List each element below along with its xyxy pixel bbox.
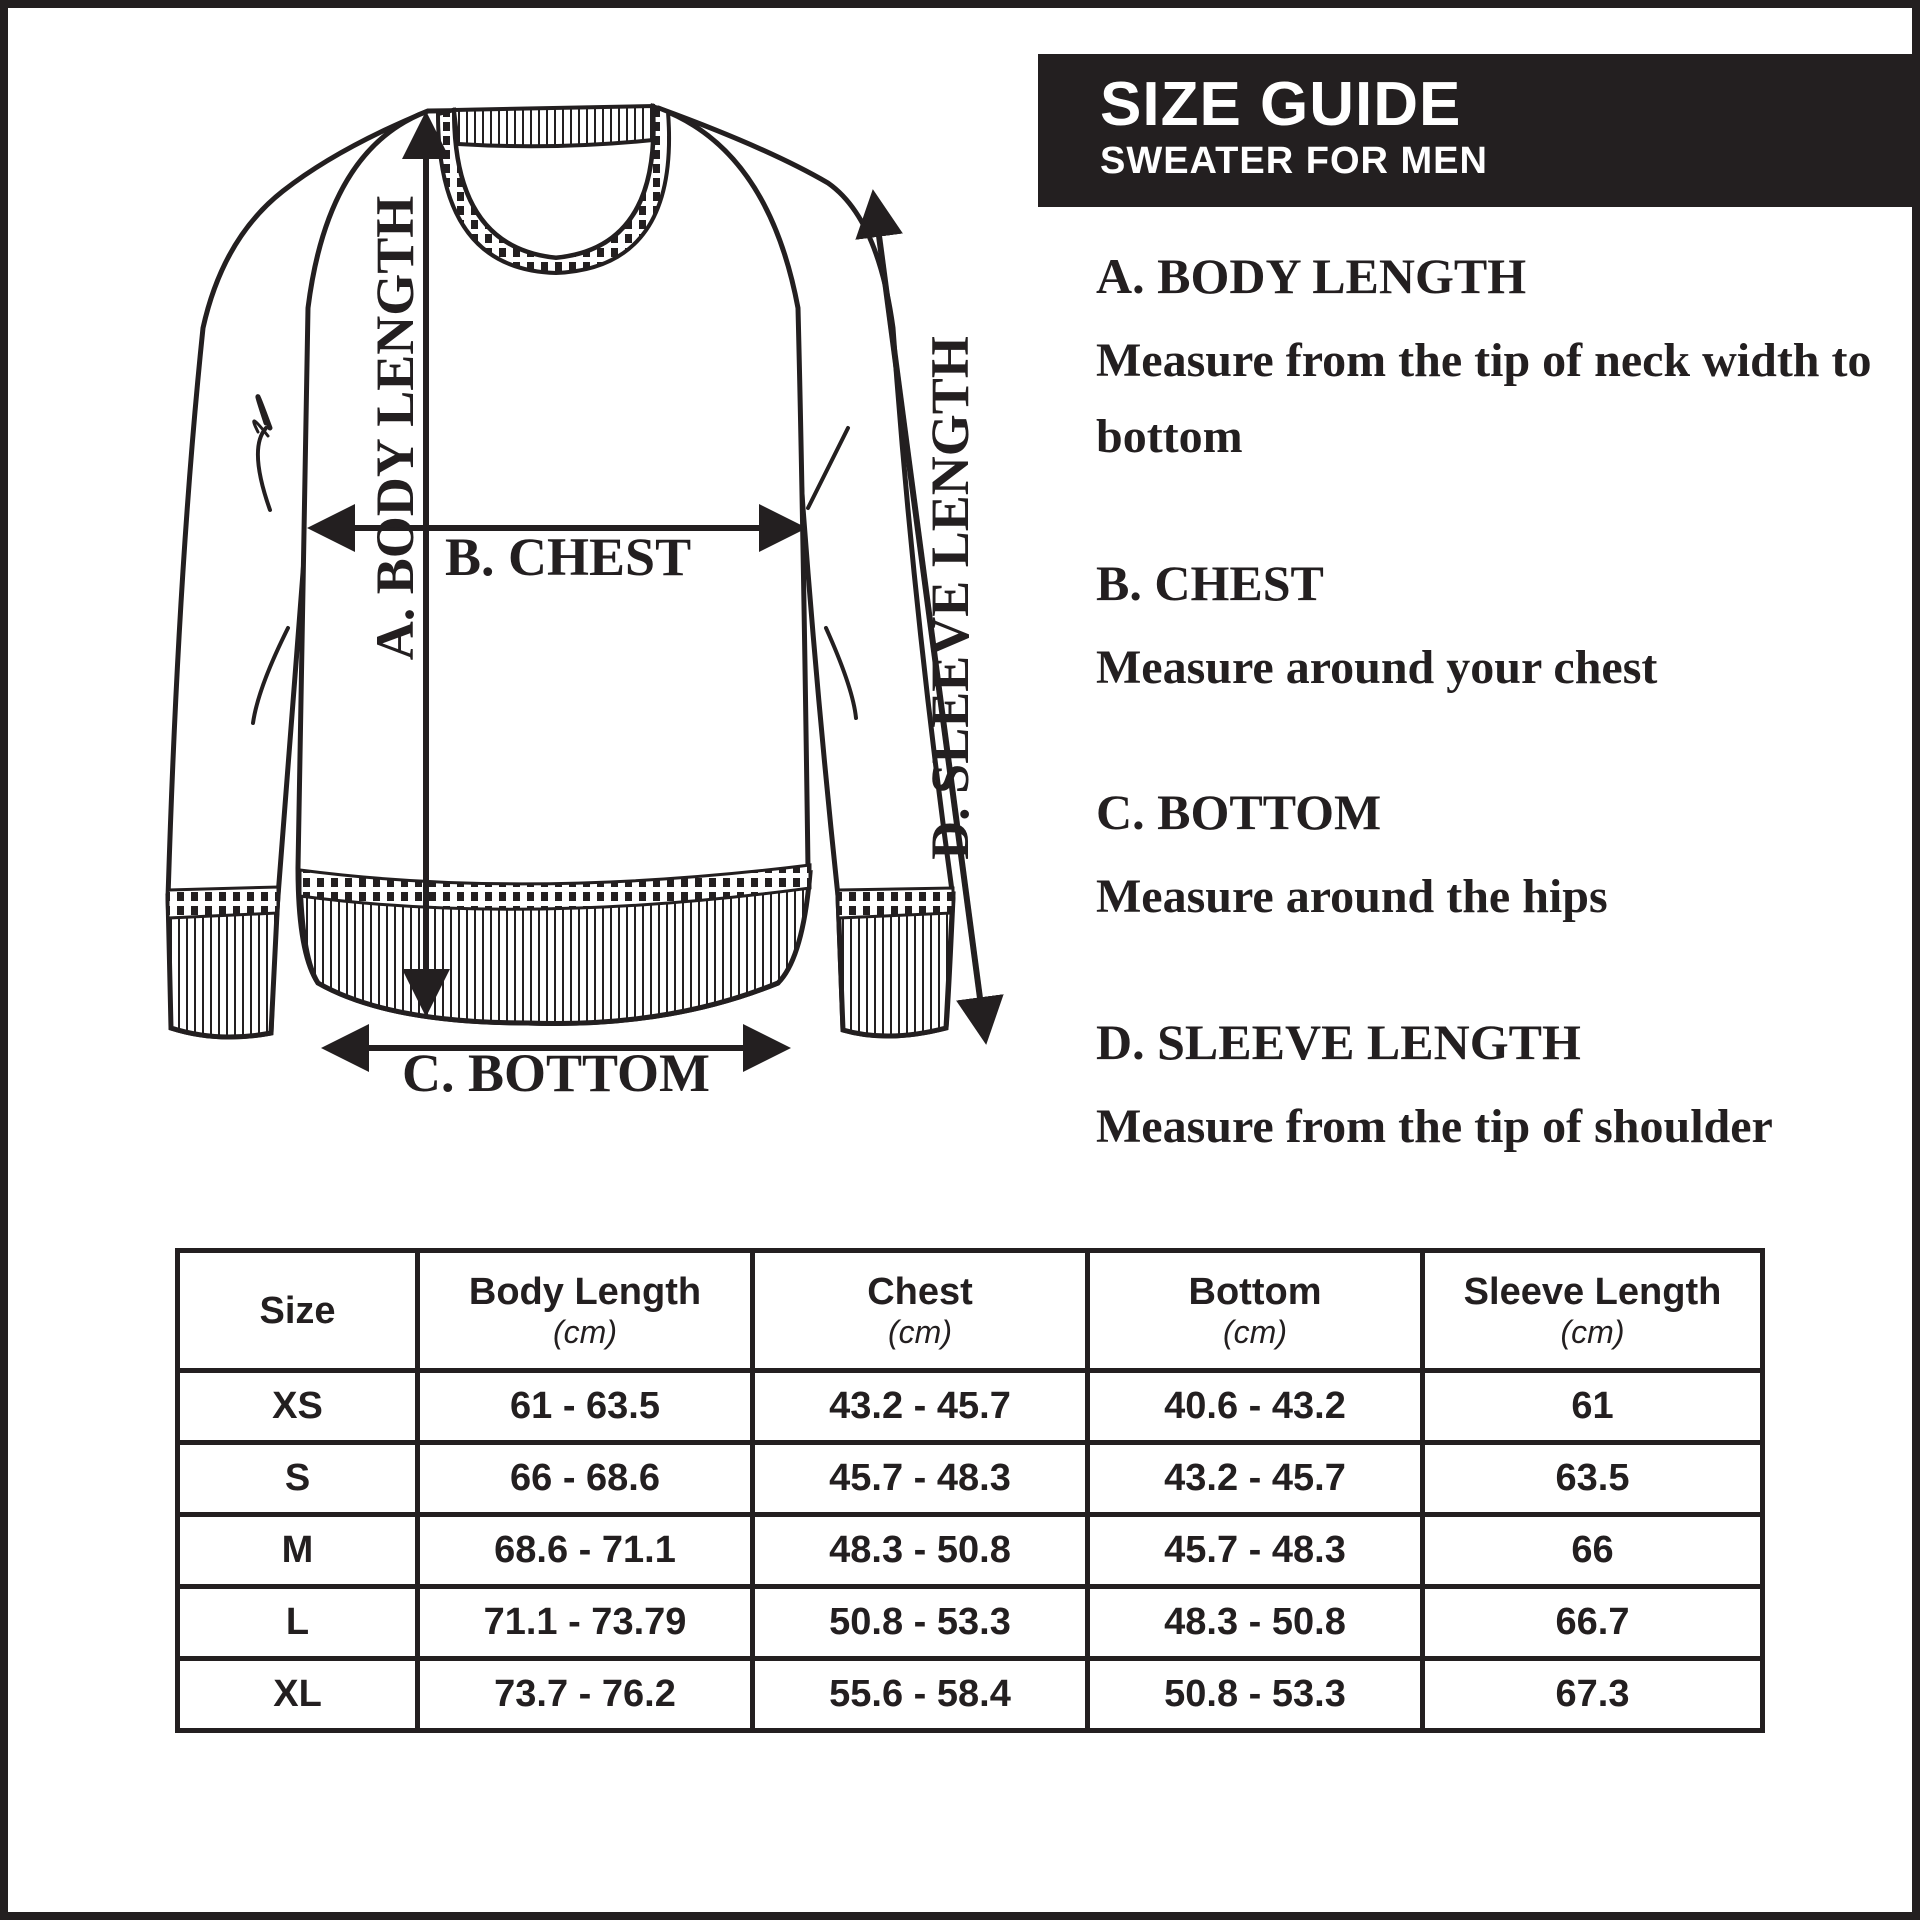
column-header: Body Length (cm) — [418, 1251, 753, 1371]
table-cell: 45.7 - 48.3 — [1088, 1515, 1423, 1587]
page-subtitle: SWEATER FOR MEN — [1100, 140, 1488, 182]
sweater-diagram — [8, 8, 1038, 1148]
instruction-heading: A. BODY LENGTH — [1096, 248, 1527, 304]
table-cell: S — [178, 1443, 418, 1515]
table-cell: 66 — [1423, 1515, 1763, 1587]
table-row — [178, 1371, 1763, 1443]
table-cell: 67.3 — [1423, 1659, 1763, 1731]
table-cell: 61 — [1423, 1371, 1763, 1443]
column-header: Chest (cm) — [753, 1251, 1088, 1371]
title-banner — [1038, 54, 1920, 207]
instruction-bottom — [1096, 784, 1916, 935]
table-cell: 55.6 - 58.4 — [753, 1659, 1088, 1731]
table-cell: 61 - 63.5 — [418, 1371, 753, 1443]
table-cell: L — [178, 1587, 418, 1659]
instruction-body-length — [1096, 248, 1916, 475]
table-cell: 45.7 - 48.3 — [753, 1443, 1088, 1515]
instruction-heading: B. CHEST — [1096, 555, 1324, 611]
instruction-text: Measure from the tip of neck width to bottom — [1096, 334, 1872, 463]
table-cell: 63.5 — [1423, 1443, 1763, 1515]
instruction-sleeve-length — [1096, 1014, 1916, 1165]
body-length-label: A. BODY LENGTH — [365, 195, 425, 661]
bottom-label: C. BOTTOM — [401, 1043, 711, 1103]
table-cell: 68.6 - 71.1 — [418, 1515, 753, 1587]
table-row — [178, 1587, 1763, 1659]
column-header: Sleeve Length (cm) — [1423, 1251, 1763, 1371]
table-cell: 48.3 - 50.8 — [1088, 1587, 1423, 1659]
table-row — [178, 1515, 1763, 1587]
table-cell: XS — [178, 1371, 418, 1443]
table-cell: XL — [178, 1659, 418, 1731]
chest-label: B. CHEST — [445, 527, 692, 587]
table-cell: 43.2 - 45.7 — [753, 1371, 1088, 1443]
table-cell: 50.8 - 53.3 — [1088, 1659, 1423, 1731]
table-row — [178, 1443, 1763, 1515]
right-cuff-edge — [838, 888, 953, 918]
sleeve-length-label: D. SLEEVE LENGTH — [920, 336, 980, 860]
table-cell: 73.7 - 76.2 — [418, 1659, 753, 1731]
table-cell: 43.2 - 45.7 — [1088, 1443, 1423, 1515]
table-cell: M — [178, 1515, 418, 1587]
instruction-heading: C. BOTTOM — [1096, 784, 1382, 840]
table-cell: 71.1 - 73.79 — [418, 1587, 753, 1659]
table-cell: 40.6 - 43.2 — [1088, 1371, 1423, 1443]
column-header: Bottom (cm) — [1088, 1251, 1423, 1371]
table-cell: 66 - 68.6 — [418, 1443, 753, 1515]
left-cuff-edge — [168, 887, 278, 918]
table-header-row — [178, 1251, 1763, 1371]
instruction-text: Measure around the hips — [1096, 870, 1608, 923]
table-cell: 50.8 - 53.3 — [753, 1587, 1088, 1659]
instruction-chest — [1096, 555, 1916, 706]
size-table — [175, 1248, 1765, 1733]
column-header: Size — [178, 1251, 418, 1371]
table-row — [178, 1659, 1763, 1731]
instruction-text: Measure from the tip of shoulder — [1096, 1100, 1773, 1153]
table-cell: 66.7 — [1423, 1587, 1763, 1659]
table-cell: 48.3 - 50.8 — [753, 1515, 1088, 1587]
instruction-text: Measure around your chest — [1096, 641, 1658, 694]
instruction-heading: D. SLEEVE LENGTH — [1096, 1014, 1581, 1070]
back-neck-rib — [454, 106, 653, 146]
page-title: SIZE GUIDE — [1100, 70, 1462, 139]
